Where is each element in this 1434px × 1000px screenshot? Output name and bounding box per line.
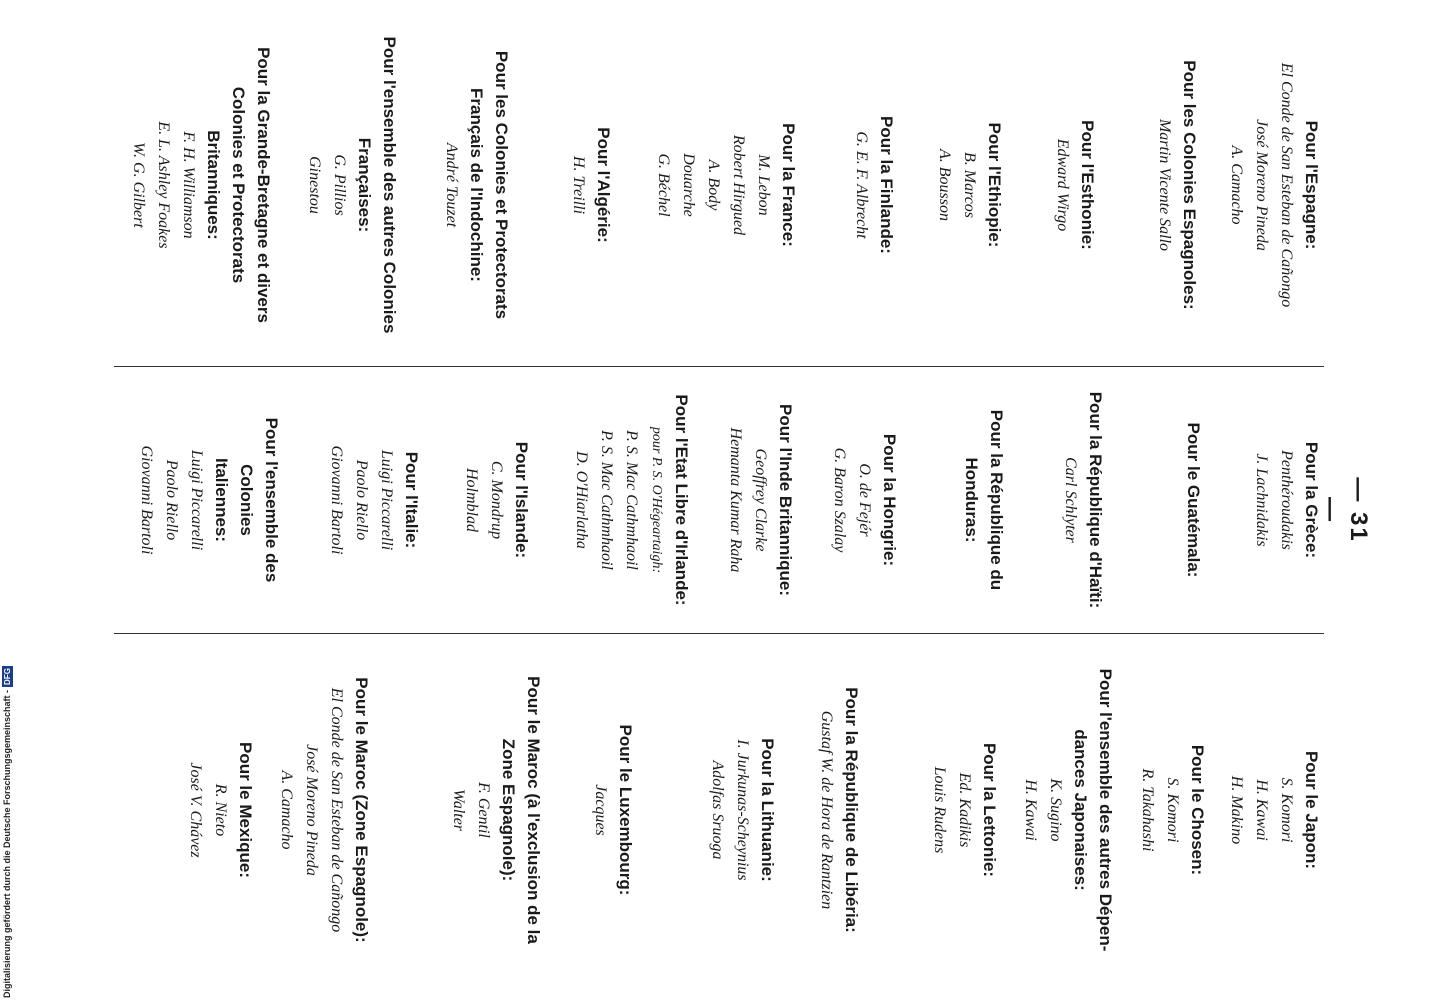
signature: G. Baron Szalay [831,447,848,553]
signatory-block [274,645,374,975]
signatory-heading: Pour la République d'Haïti: [1086,391,1105,609]
signatory-heading: Pour le Japon: [1302,750,1321,870]
signatory-heading: Pour la République de Libéria: [842,687,861,933]
signature: A. Camacho [278,770,295,850]
signature: Hemanta Kumar Raha [727,427,744,573]
signatory-heading: Pour l'Algérie: [594,127,613,243]
signature: Jacques [592,784,609,836]
signatory-block [827,380,902,620]
signatory-heading: Pour la Grande-Bretagne et divers Colonies et Protectorats Britanniques: [204,47,273,323]
signature: José Moreno Pineda [1253,119,1270,251]
signature: José V. Chávez [187,762,204,858]
signatory-heading: Pour le Maroc (à l'exclusion de la Zone Espagnole): [499,676,543,944]
signatory-block [183,645,258,975]
signatory-block [324,380,424,620]
signatory-heading: Pour les Colonies et Protectorats Français de l'Indochine: [467,50,511,320]
signature: Walter [450,788,467,832]
signature: E. L. Ashley Foakes [155,121,172,249]
signatory-heading: Pour l'Esthonie: [1078,120,1097,250]
digitization-credit-text: Digitalisierung gefördert durch die Deutsche Forschungsgemeinschaft - [2,689,12,998]
signature: J. Lachnidakis [1253,453,1270,547]
signatory-block [927,645,1002,975]
signatory-block [1135,645,1210,975]
signatory-heading: Pour le Maroc (Zone Espagnole): [352,677,371,943]
signature: O. de Fejér [856,463,873,537]
signatory-heading: Pour l'ensemble des autres Dépen- dances Japonaises: [1071,668,1115,952]
signature: R. Takahashi [1139,768,1156,852]
signature: K. Sugino [1047,778,1064,842]
signatory-block [651,20,801,350]
signatory-block [569,380,694,620]
signatory-block [705,645,780,975]
signatory-block [446,645,546,975]
signatory-heading: Pour l'Islande: [512,441,531,559]
signature: H. Makino [1228,775,1245,845]
signature: A. Bousson [936,149,953,221]
signatory-heading: Pour la France: [779,123,798,247]
signature: Carl Schlyter [1062,457,1079,543]
signatory-block [849,20,899,350]
signatory-heading: Pour la République du Honduras: [962,409,1006,591]
signature: B. Marcos [961,151,978,219]
signatory-block [1249,380,1324,620]
column-divider [114,633,1324,634]
signatory-heading: Pour l'ensemble des autres Colonies Françaises: [355,36,399,334]
signatory-heading: Pour l'Ethiopie: [985,122,1004,248]
dfg-logo: DFG [3,668,12,685]
signatory-heading: Pour l'Inde Britannique: [776,404,795,596]
signatory-heading: Pour le Chosen: [1188,744,1207,876]
signature: S. Komori [1164,777,1181,843]
signatory-block [932,20,1007,350]
signatory-block [1058,380,1108,620]
signatory-heading: Pour l'ensemble des Colonies Italiennes: [212,417,281,583]
signatory-block [1224,20,1324,350]
signature: H. Kawai [1253,779,1270,841]
signatory-heading: Pour la Grèce: [1302,441,1321,559]
signatory-block [1018,645,1118,975]
signatory-heading: Pour la Lithuanie: [758,738,777,882]
signature: Penthéroudakis [1278,450,1295,550]
signature: Luigi Piccarelli [188,449,205,551]
signature: Douarche [680,153,697,217]
signature: F. Gentil [475,782,492,838]
signatory-block [1224,645,1324,975]
signature: G. E. F. Albrecht [853,131,870,239]
signature: Gustaf W. de Hora de Rantzien [818,710,835,910]
page-number: — 31 — [1317,477,1372,543]
signatory-heading: Pour l'Espagne: [1302,120,1321,250]
signature: Robert Hirgued [730,134,747,236]
signature: D. O'Hiarlatha [573,451,590,549]
signature: André Touzet [443,142,460,228]
signatory-block [566,20,616,350]
signatory-block [134,380,284,620]
signatory-heading: Pour le Luxembourg: [616,724,635,896]
signature: Paolo Riello [353,459,370,541]
signature: C. Mondrup [488,460,505,540]
signatory-block [126,20,276,350]
signatory-block [1181,380,1206,620]
signature: Louis Rudens [931,766,948,854]
signatory-block [588,645,638,975]
signature: José Moreno Pineda [303,744,320,876]
signatory-heading: Pour la Hongrie: [880,433,899,567]
signature: Paolo Riello [163,459,180,541]
signature: Giovanni Bartoli [328,445,345,555]
signature: G. Béchel [655,153,672,217]
signature: W. G. Gilbert [130,142,147,228]
signature: El Conde de San Esteban de Cañongo [1278,62,1295,308]
signatory-heading: Pour le Guatémala: [1184,422,1203,578]
signatory-block [1152,20,1202,350]
column-divider [114,366,1324,367]
signature: Luigi Piccarelli [378,449,395,551]
signature: H. Kawai [1022,779,1039,841]
signature: G. Pillios [331,154,348,216]
signature: I. Jurkunas-Scheynius [734,739,751,881]
signature: Martin Vicente Sallo [1156,118,1173,252]
signature: A. Camacho [1228,145,1245,225]
signature: Adolfas Sruoga [709,760,726,860]
signature: H. Treilli [570,155,587,215]
signatory-block [814,645,864,975]
signatory-block [439,20,514,350]
signatory-block [723,380,798,620]
signature: Ginestou [306,156,323,214]
signature: P. S. Mac Cathmhaoil [623,430,640,570]
signatory-block [1050,20,1100,350]
signature: Geoffrey Clarke [752,448,769,552]
signature: S. Komori [1278,777,1295,843]
signature: Edward Wirgo [1054,138,1071,232]
signature: M. Lebon [755,154,772,216]
signatory-heading: Pour le Mexique: [236,741,255,879]
digitization-credit [2,666,13,998]
signatory-block [959,380,1009,620]
signature: P. S. Mac Cathmhaoil [598,430,615,570]
signature: El Conde de San Esteban de Cañongo [328,687,345,933]
signatory-heading: Pour l'Italie: [402,451,421,549]
signature: A. Body [705,159,722,211]
signatory-block [459,380,534,620]
signatory-heading: Pour la Finlande: [877,116,896,254]
signature: R. Nieto [212,783,229,837]
signature: Giovanni Bartoli [138,445,155,555]
signature: F. H. Williamson [180,131,197,239]
signatory-heading: Pour l'Etat Libre d'Irlande: [672,394,691,606]
signatory-heading: Pour la Lettonie: [980,742,999,878]
signature: Holmblad [463,468,480,532]
signatory-block [302,20,402,350]
signature: Ed. Kadikis [956,772,973,848]
signature: pour P. S. O'Hégeartaigh: [649,426,664,574]
signatory-heading: Pour les Colonies Espagnoles: [1180,60,1199,310]
